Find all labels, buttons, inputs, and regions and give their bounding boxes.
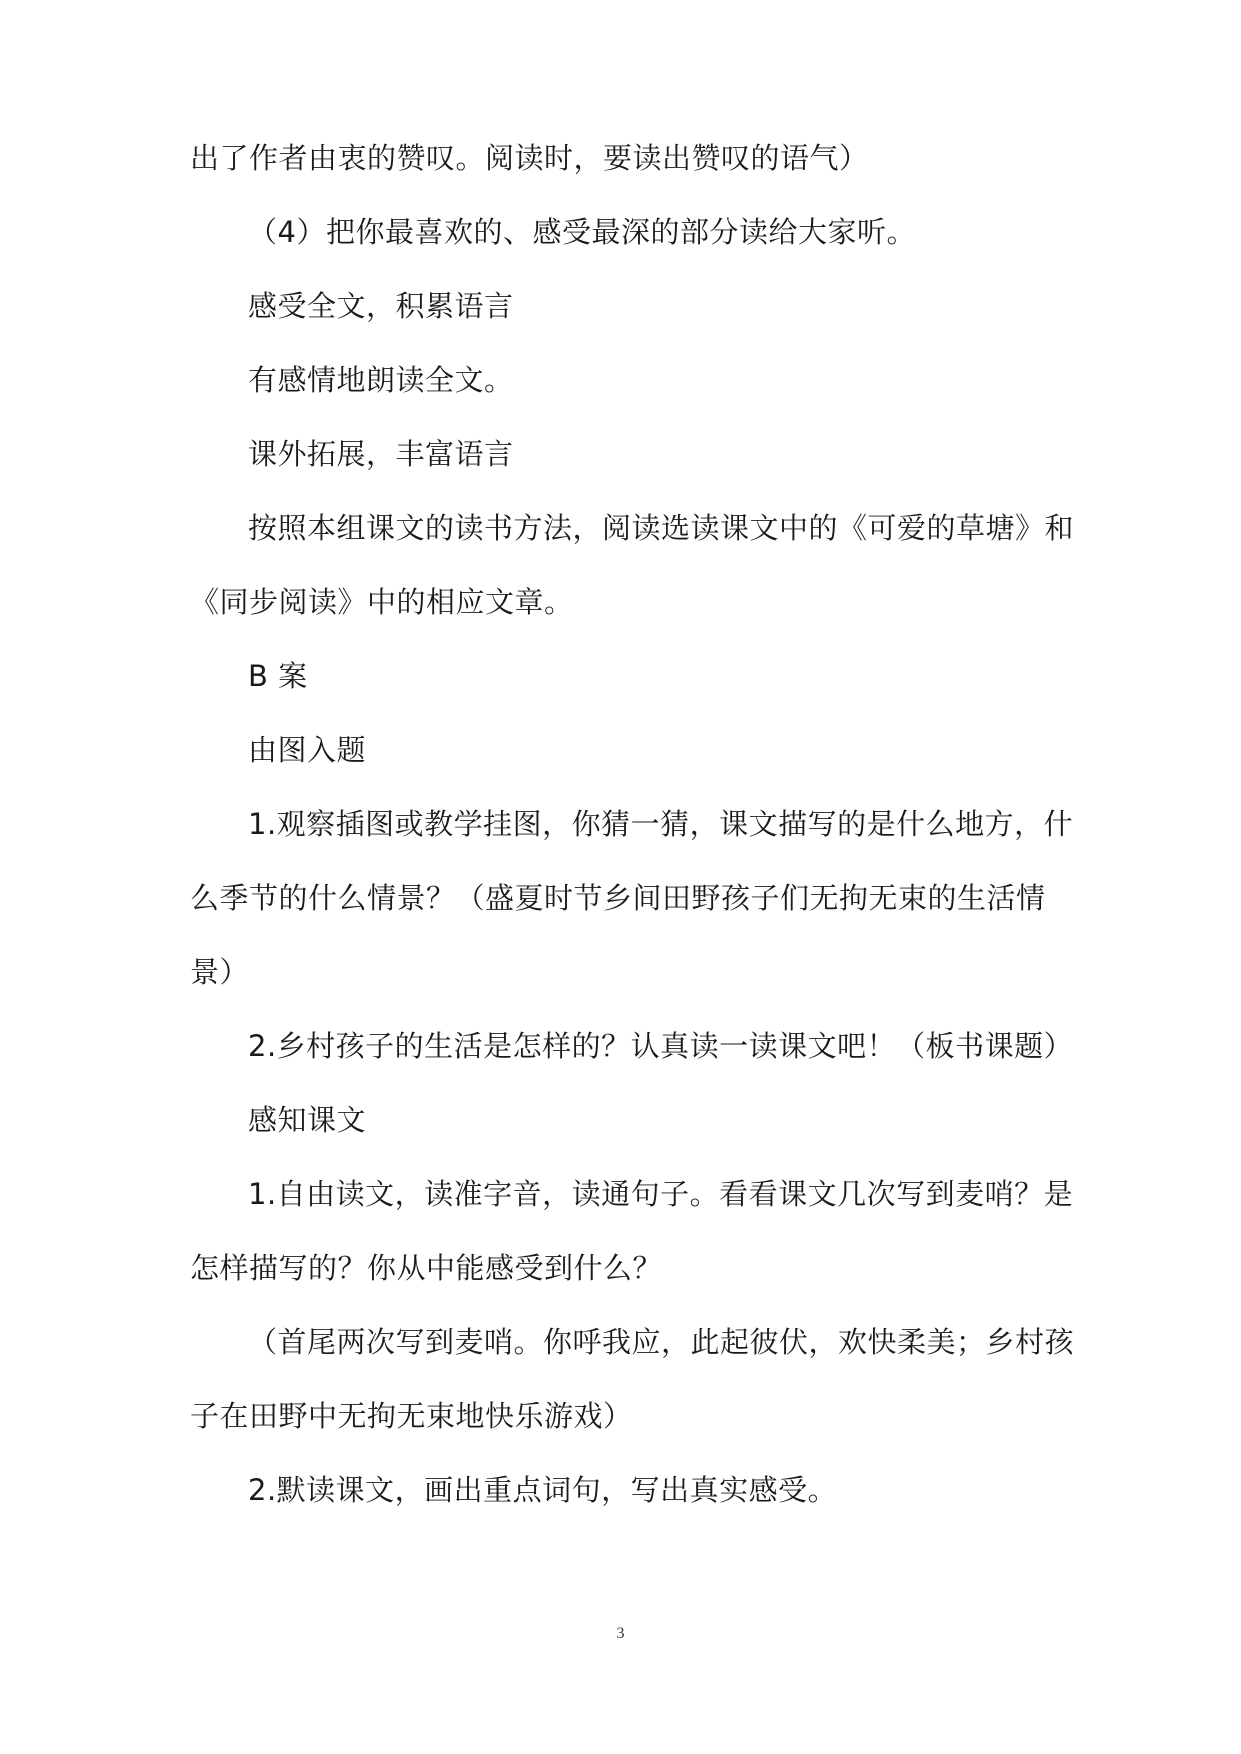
text-line: 感受全文，积累语言	[248, 289, 514, 323]
text-line: 出了作者由衷的赞叹。阅读时，要读出赞叹的语气）	[190, 141, 869, 175]
text-line: 2.乡村孩子的生活是怎样的？认真读一读课文吧！（板书课题）	[248, 1029, 1074, 1063]
text-line: 2.默读课文，画出重点词句，写出真实感受。	[248, 1473, 838, 1507]
text-line: B 案	[248, 659, 308, 693]
text-line: 《同步阅读》中的相应文章。	[190, 585, 574, 619]
page-number: 3	[616, 1625, 625, 1642]
text-line: 怎样描写的？你从中能感受到什么？	[190, 1251, 663, 1285]
text-line: 由图入题	[248, 733, 367, 767]
text-line: （首尾两次写到麦哨。你呼我应，此起彼伏，欢快柔美；乡村孩	[248, 1325, 1075, 1359]
text-line: 1.自由读文，读准字音，读通句子。看看课文几次写到麦哨？是	[248, 1177, 1074, 1211]
text-line: 么季节的什么情景？（盛夏时节乡间田野孩子们无拘无束的生活情	[190, 881, 1046, 915]
text-line: （4）把你最喜欢的、感受最深的部分读给大家听。	[248, 215, 916, 249]
text-line: 按照本组课文的读书方法，阅读选读课文中的《可爱的草塘》和	[248, 511, 1075, 545]
text-line: 景）	[190, 955, 250, 989]
text-line: 课外拓展，丰富语言	[248, 437, 514, 471]
text-line: 有感情地朗读全文。	[248, 363, 514, 397]
text-line: 子在田野中无拘无束地快乐游戏）	[190, 1399, 633, 1433]
text-line: 1.观察插图或教学挂图，你猜一猜，课文描写的是什么地方，什	[248, 807, 1074, 841]
text-line: 感知课文	[248, 1103, 367, 1137]
